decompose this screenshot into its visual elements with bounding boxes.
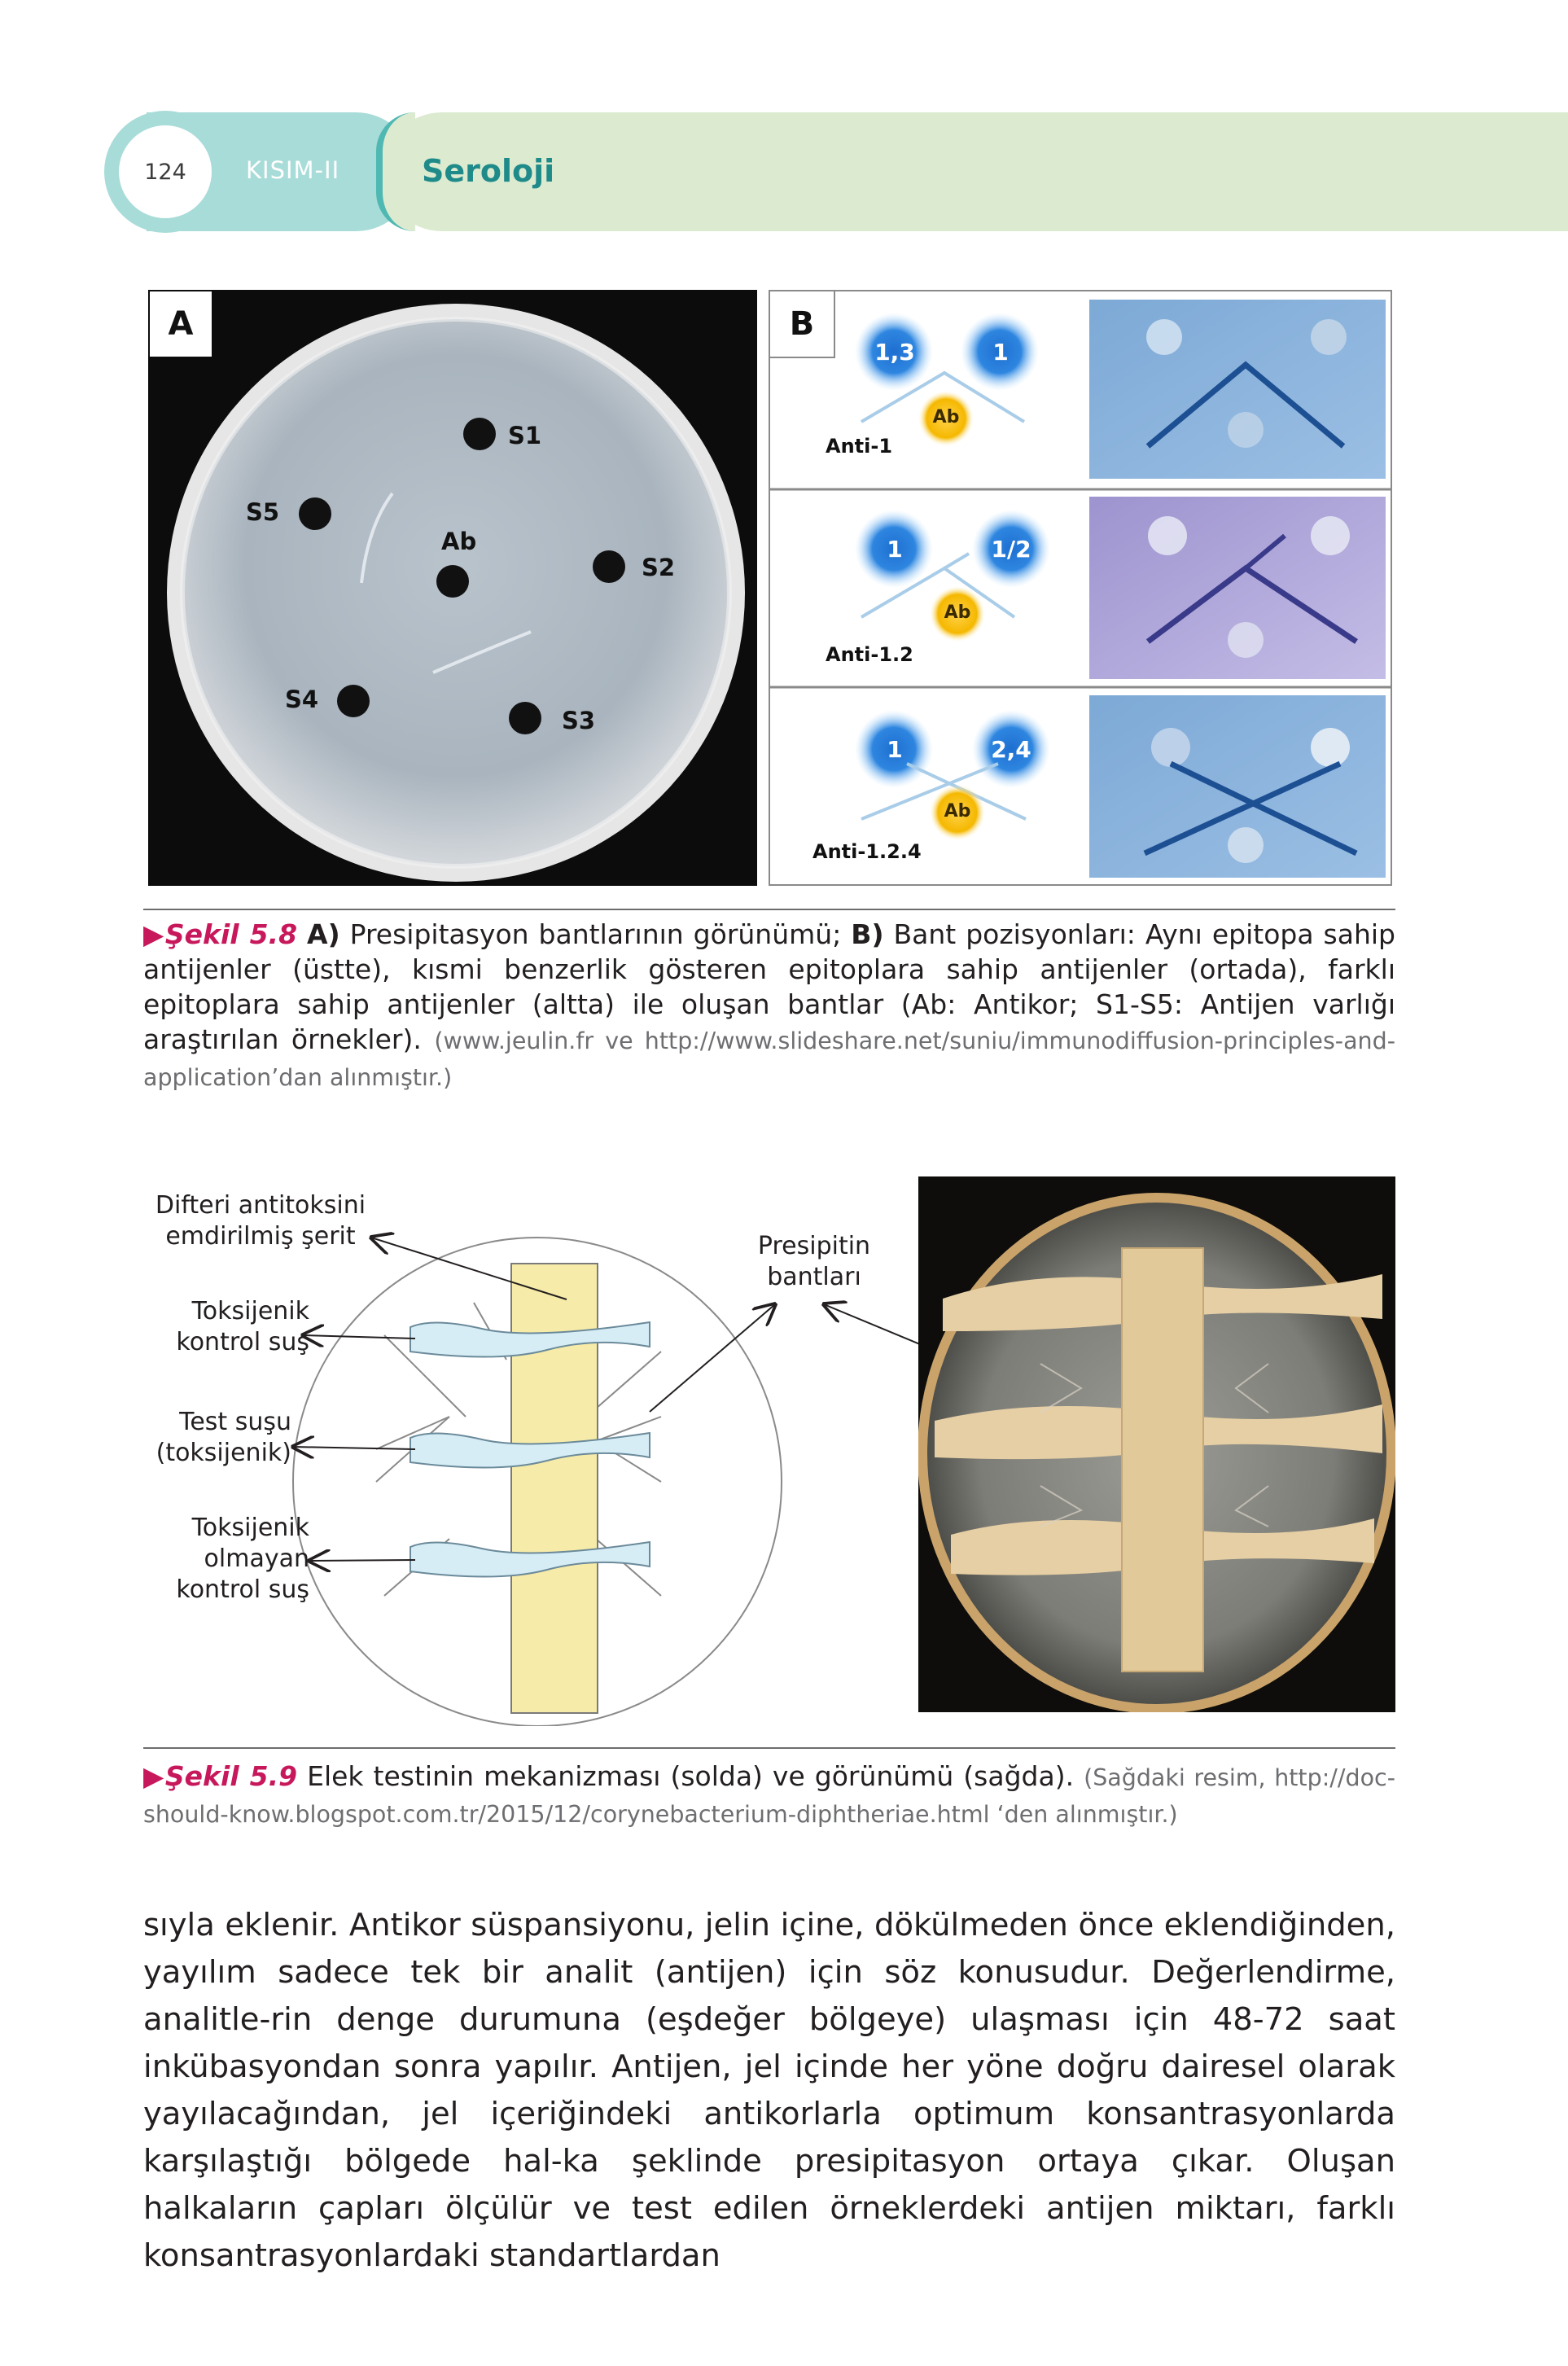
well-s3 xyxy=(509,702,541,734)
caption-source: (www.jeulin.fr ve http://www.slideshare.net/suniu/immunodiffusion-principles-and-application’dan alınmıştır.) xyxy=(143,1027,1395,1091)
label-line: kontrol suş xyxy=(176,1328,309,1356)
label-toxigenic-control xyxy=(147,1296,309,1358)
label-nontoxigenic-control xyxy=(147,1513,309,1606)
chapter-title: Seroloji xyxy=(422,153,555,189)
label-line: Toksijenik xyxy=(191,1514,309,1542)
ab-well-label: Ab xyxy=(944,602,971,623)
label-line: emdirilmiş şerit xyxy=(165,1222,356,1251)
caption-b-text: Bant pozisyonları: Aynı epitopa sahip antijenler (üstte), kısmi benzerlik gösteren epitoplara sahip antijenler (ortada), farklı epitoplara sahip antijenler (altta) ile oluşan bantlar (Ab: Antikor; S1-S5: Antijen varlığı araştırılan örnekler). xyxy=(143,918,1395,1055)
elek-test-photo xyxy=(918,1176,1395,1712)
label-test-strain xyxy=(138,1407,291,1469)
label-line: Test suşu xyxy=(179,1408,291,1436)
caption-marker-icon: ▶ xyxy=(143,918,165,950)
well-ab xyxy=(436,565,469,598)
label-line: kontrol suş xyxy=(176,1575,309,1604)
panel-b-letter: B xyxy=(770,291,835,358)
figure-5-8-caption xyxy=(143,917,1395,1095)
caption-source: (Sağdaki resim, http://doc-should-know.blogspot.com.tr/2015/12/corynebacterium-diphtheriae.html ‘den alınmıştır.) xyxy=(143,1764,1395,1828)
figure-5-8-panel-b xyxy=(769,290,1392,886)
caption-a-text: Presipitasyon bantlarının görünümü; xyxy=(339,918,852,950)
caption-marker-icon: ▶ xyxy=(143,1760,165,1792)
well-label: 1 xyxy=(992,339,1009,366)
header-separator xyxy=(376,112,415,231)
panel-a-letter: A xyxy=(150,291,212,357)
petri-dish-illustration xyxy=(148,290,757,886)
caption-rule xyxy=(143,1747,1395,1749)
well-label: 2,4 xyxy=(991,736,1031,763)
well-label-s4: S4 xyxy=(285,686,319,713)
label-antitoxin-strip xyxy=(155,1190,366,1252)
body-paragraph: sıyla eklenir. Antikor süspansiyonu, jelin içine, dökülmeden önce eklendiğinden, yayılım sadece tek bir analit (antijen) için söz konusudur. Değerlendirme, analitle-rin denge durumuna (eşdeğer bölgeye) ulaşması için 48-72 saat inkübasyondan sonra yapılır. Antijen, jel içinde her yöne doğru dairesel olarak yayılacağından, jel içeriğindeki antikorlarla optimum konsantrasyonlarda karşılaştığı bölgede hal-ka şeklinde presipitasyon ortaya çıkar. Oluşan halkaların çapları ölçülür ve test edilen örneklerdeki antijen miktarı, farklı konsantrasyonlardaki standartlardan xyxy=(143,1907,1395,2274)
part-label: KISIM-II xyxy=(246,156,340,184)
label-line: Difteri antitoksini xyxy=(155,1191,366,1220)
label-precipitin-bands xyxy=(741,1231,887,1293)
well-s5 xyxy=(299,497,331,530)
label-line: olmayan xyxy=(204,1544,309,1573)
caption-text: Elek testinin mekanizması (solda) ve görünümü (sağda). xyxy=(297,1760,1084,1792)
well-label-s5: S5 xyxy=(246,498,280,526)
label-line: bantları xyxy=(767,1263,861,1291)
ab-well-label: Ab xyxy=(932,407,960,427)
label-line: Presipitin xyxy=(757,1232,871,1260)
figure-label: Şekil 5.9 xyxy=(164,1760,298,1792)
well-label: 1 xyxy=(887,536,903,563)
well-label: 1/2 xyxy=(991,536,1031,563)
elek-plate-illustration xyxy=(918,1176,1395,1712)
page-number: 124 xyxy=(144,159,186,185)
figure-5-8-panel-a-photo xyxy=(148,290,757,886)
antiserum-label: Anti-1.2.4 xyxy=(812,840,922,863)
figure-5-9-caption xyxy=(143,1759,1395,1832)
caption-rule xyxy=(143,909,1395,910)
well-label-s2: S2 xyxy=(642,554,676,581)
well-label: 1,3 xyxy=(874,339,915,366)
header-band xyxy=(383,112,1568,231)
band-position-diagrams xyxy=(770,291,1391,884)
antiserum-label: Anti-1 xyxy=(826,435,893,458)
well-s2 xyxy=(593,550,625,583)
label-line: (toksijenik) xyxy=(155,1439,291,1467)
antiserum-label: Anti-1.2 xyxy=(826,643,913,666)
ab-well-label: Ab xyxy=(944,801,971,822)
figure-label: Şekil 5.8 xyxy=(164,918,298,950)
well-label-ab: Ab xyxy=(441,528,477,555)
label-line: Toksijenik xyxy=(191,1297,309,1325)
caption-a-label: A) xyxy=(307,918,340,950)
well-label-s3: S3 xyxy=(562,707,596,734)
caption-b-label: B) xyxy=(851,918,884,950)
well-s1 xyxy=(463,418,496,450)
well-label: 1 xyxy=(887,736,903,763)
well-s4 xyxy=(337,685,370,717)
well-label-s1: S1 xyxy=(508,422,542,449)
